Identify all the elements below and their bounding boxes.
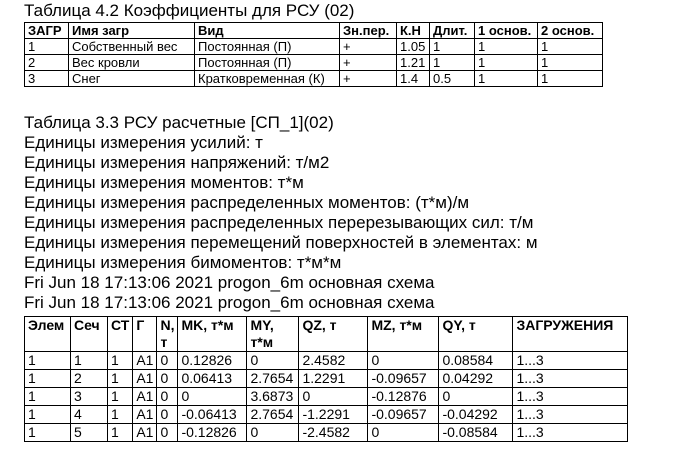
table-cell: 0 (439, 388, 513, 406)
units-line: Единицы измерения распределенных моментов: (т*м)/м (24, 193, 470, 212)
units-line: Единицы измерения распределенных перерезывающих сил: т/м (24, 213, 534, 232)
col-header: СТ (108, 317, 133, 352)
table-cell: 1 (25, 370, 71, 388)
table-cell: -0.08584 (439, 424, 513, 442)
col-header: N, т (157, 317, 178, 352)
timestamp-line: Fri Jun 18 17:13:06 2021 progon_6m основная схема (24, 293, 435, 312)
table-cell: A1 (133, 352, 157, 370)
col-header: 2 основ. (538, 23, 603, 39)
units-line: Единицы измерения моментов: т*м (24, 173, 304, 192)
units-line: Единицы измерения перемещений поверхностей в элементах: м (24, 233, 538, 252)
col-header: Элем (25, 317, 71, 352)
table-cell: Снег (69, 71, 195, 87)
table-cell: 1.2291 (299, 370, 368, 388)
col-header: Сеч (71, 317, 108, 352)
table-cell: 1.21 (397, 55, 430, 71)
col-header: ЗАГР (25, 23, 69, 39)
table-cell: 2.7654 (247, 406, 299, 424)
table-cell: 1 (475, 71, 538, 87)
table-cell: -0.12876 (368, 388, 439, 406)
table-cell: 5 (71, 424, 108, 442)
table-cell: -0.06413 (178, 406, 247, 424)
table-row (25, 55, 603, 71)
table-cell: Постоянная (П) (195, 55, 340, 71)
table-cell: 0 (157, 370, 178, 388)
col-header: MK, т*м (178, 317, 247, 352)
section-title: Таблица 3.3 РСУ расчетные [СП_1](02) (24, 113, 334, 132)
table-cell: + (340, 71, 397, 87)
table-cell: 0.5 (430, 71, 475, 87)
table-cell: Кратковременная (К) (195, 71, 340, 87)
table-cell: + (340, 39, 397, 55)
table-cell: 0 (157, 424, 178, 442)
table-cell: -0.09657 (368, 370, 439, 388)
table-cell: 1 (538, 55, 603, 71)
col-header: К.Н (397, 23, 430, 39)
col-header: ЗАГРУЖЕНИЯ (513, 317, 628, 352)
table-cell: A1 (133, 406, 157, 424)
table-cell: 1 (108, 406, 133, 424)
table-cell: 0 (157, 352, 178, 370)
table-row (25, 370, 628, 388)
table-cell: 1 (430, 55, 475, 71)
col-header: MY, т*м (247, 317, 299, 352)
table-cell: 2.4582 (299, 352, 368, 370)
col-header: QY, т (439, 317, 513, 352)
table-cell: 0 (178, 388, 247, 406)
table-cell: 0.12826 (178, 352, 247, 370)
table-cell: 0 (368, 424, 439, 442)
table-cell: 3.6873 (247, 388, 299, 406)
table-header-row (25, 317, 628, 352)
table-row (25, 424, 628, 442)
table-cell: A1 (133, 424, 157, 442)
table-cell: 1 (108, 424, 133, 442)
table-cell: 1...3 (513, 388, 628, 406)
table-cell: 1 (538, 71, 603, 87)
table-cell: 0.06413 (178, 370, 247, 388)
table-cell: A1 (133, 370, 157, 388)
table-cell: 0 (247, 352, 299, 370)
section-text (24, 113, 538, 313)
table-cell: + (340, 55, 397, 71)
table-cell: 0 (157, 388, 178, 406)
table-cell: 0.04292 (439, 370, 513, 388)
table-cell: 0.08584 (439, 352, 513, 370)
table-cell: 3 (71, 388, 108, 406)
table-row (25, 39, 603, 55)
table-cell: 4 (71, 406, 108, 424)
table-cell: 1 (25, 39, 69, 55)
table-row (25, 71, 603, 87)
units-line: Единицы измерения напряжений: т/м2 (24, 153, 330, 172)
col-header: Вид (195, 23, 340, 39)
table-cell: 1 (475, 39, 538, 55)
table-row (25, 352, 628, 370)
table-cell: 1...3 (513, 406, 628, 424)
table-cell: 0 (299, 388, 368, 406)
table-cell: -0.12826 (178, 424, 247, 442)
col-header: QZ, т (299, 317, 368, 352)
table-cell: -0.09657 (368, 406, 439, 424)
table-cell: -2.4582 (299, 424, 368, 442)
table-cell: 1 (108, 370, 133, 388)
timestamp-line: Fri Jun 18 17:13:06 2021 progon_6m основная схема (24, 273, 435, 292)
table-cell: -0.04292 (439, 406, 513, 424)
table-cell: 1 (108, 388, 133, 406)
load-coefficients-table (24, 22, 603, 87)
col-header: Г (133, 317, 157, 352)
table1-title: Таблица 4.2 Коэффициенты для РСУ (02) (24, 1, 355, 20)
table-header-row (25, 23, 603, 39)
table-cell: 1 (71, 352, 108, 370)
table-cell: 0 (247, 424, 299, 442)
table-cell: 2.7654 (247, 370, 299, 388)
table-row (25, 388, 628, 406)
table-cell: -1.2291 (299, 406, 368, 424)
table-cell: 1 (25, 406, 71, 424)
table-cell: 1...3 (513, 370, 628, 388)
table-cell: 1 (25, 388, 71, 406)
col-header: Длит. (430, 23, 475, 39)
col-header: 1 основ. (475, 23, 538, 39)
col-header: Имя загр (69, 23, 195, 39)
table-cell: Постоянная (П) (195, 39, 340, 55)
table-cell: A1 (133, 388, 157, 406)
table-cell: 2 (25, 55, 69, 71)
col-header: MZ, т*м (368, 317, 439, 352)
col-header: Зн.пер. (340, 23, 397, 39)
table-cell: 0 (157, 406, 178, 424)
table-cell: 1...3 (513, 424, 628, 442)
table-cell: 3 (25, 71, 69, 87)
units-line: Единицы измерения усилий: т (24, 133, 263, 152)
table-row (25, 406, 628, 424)
units-line: Единицы измерения бимоментов: т*м*м (24, 253, 342, 272)
table-cell: 1.4 (397, 71, 430, 87)
table-cell: 1 (25, 424, 71, 442)
table-cell: 1 (538, 39, 603, 55)
table-cell: 1 (25, 352, 71, 370)
table-cell: 1.05 (397, 39, 430, 55)
table-cell: 1 (430, 39, 475, 55)
table-cell: 1 (475, 55, 538, 71)
table-cell: 1...3 (513, 352, 628, 370)
table-cell: 1 (108, 352, 133, 370)
table-cell: 0 (368, 352, 439, 370)
design-forces-table (24, 316, 628, 442)
table-cell: Собственный вес (69, 39, 195, 55)
table-cell: Вес кровли (69, 55, 195, 71)
table-cell: 2 (71, 370, 108, 388)
